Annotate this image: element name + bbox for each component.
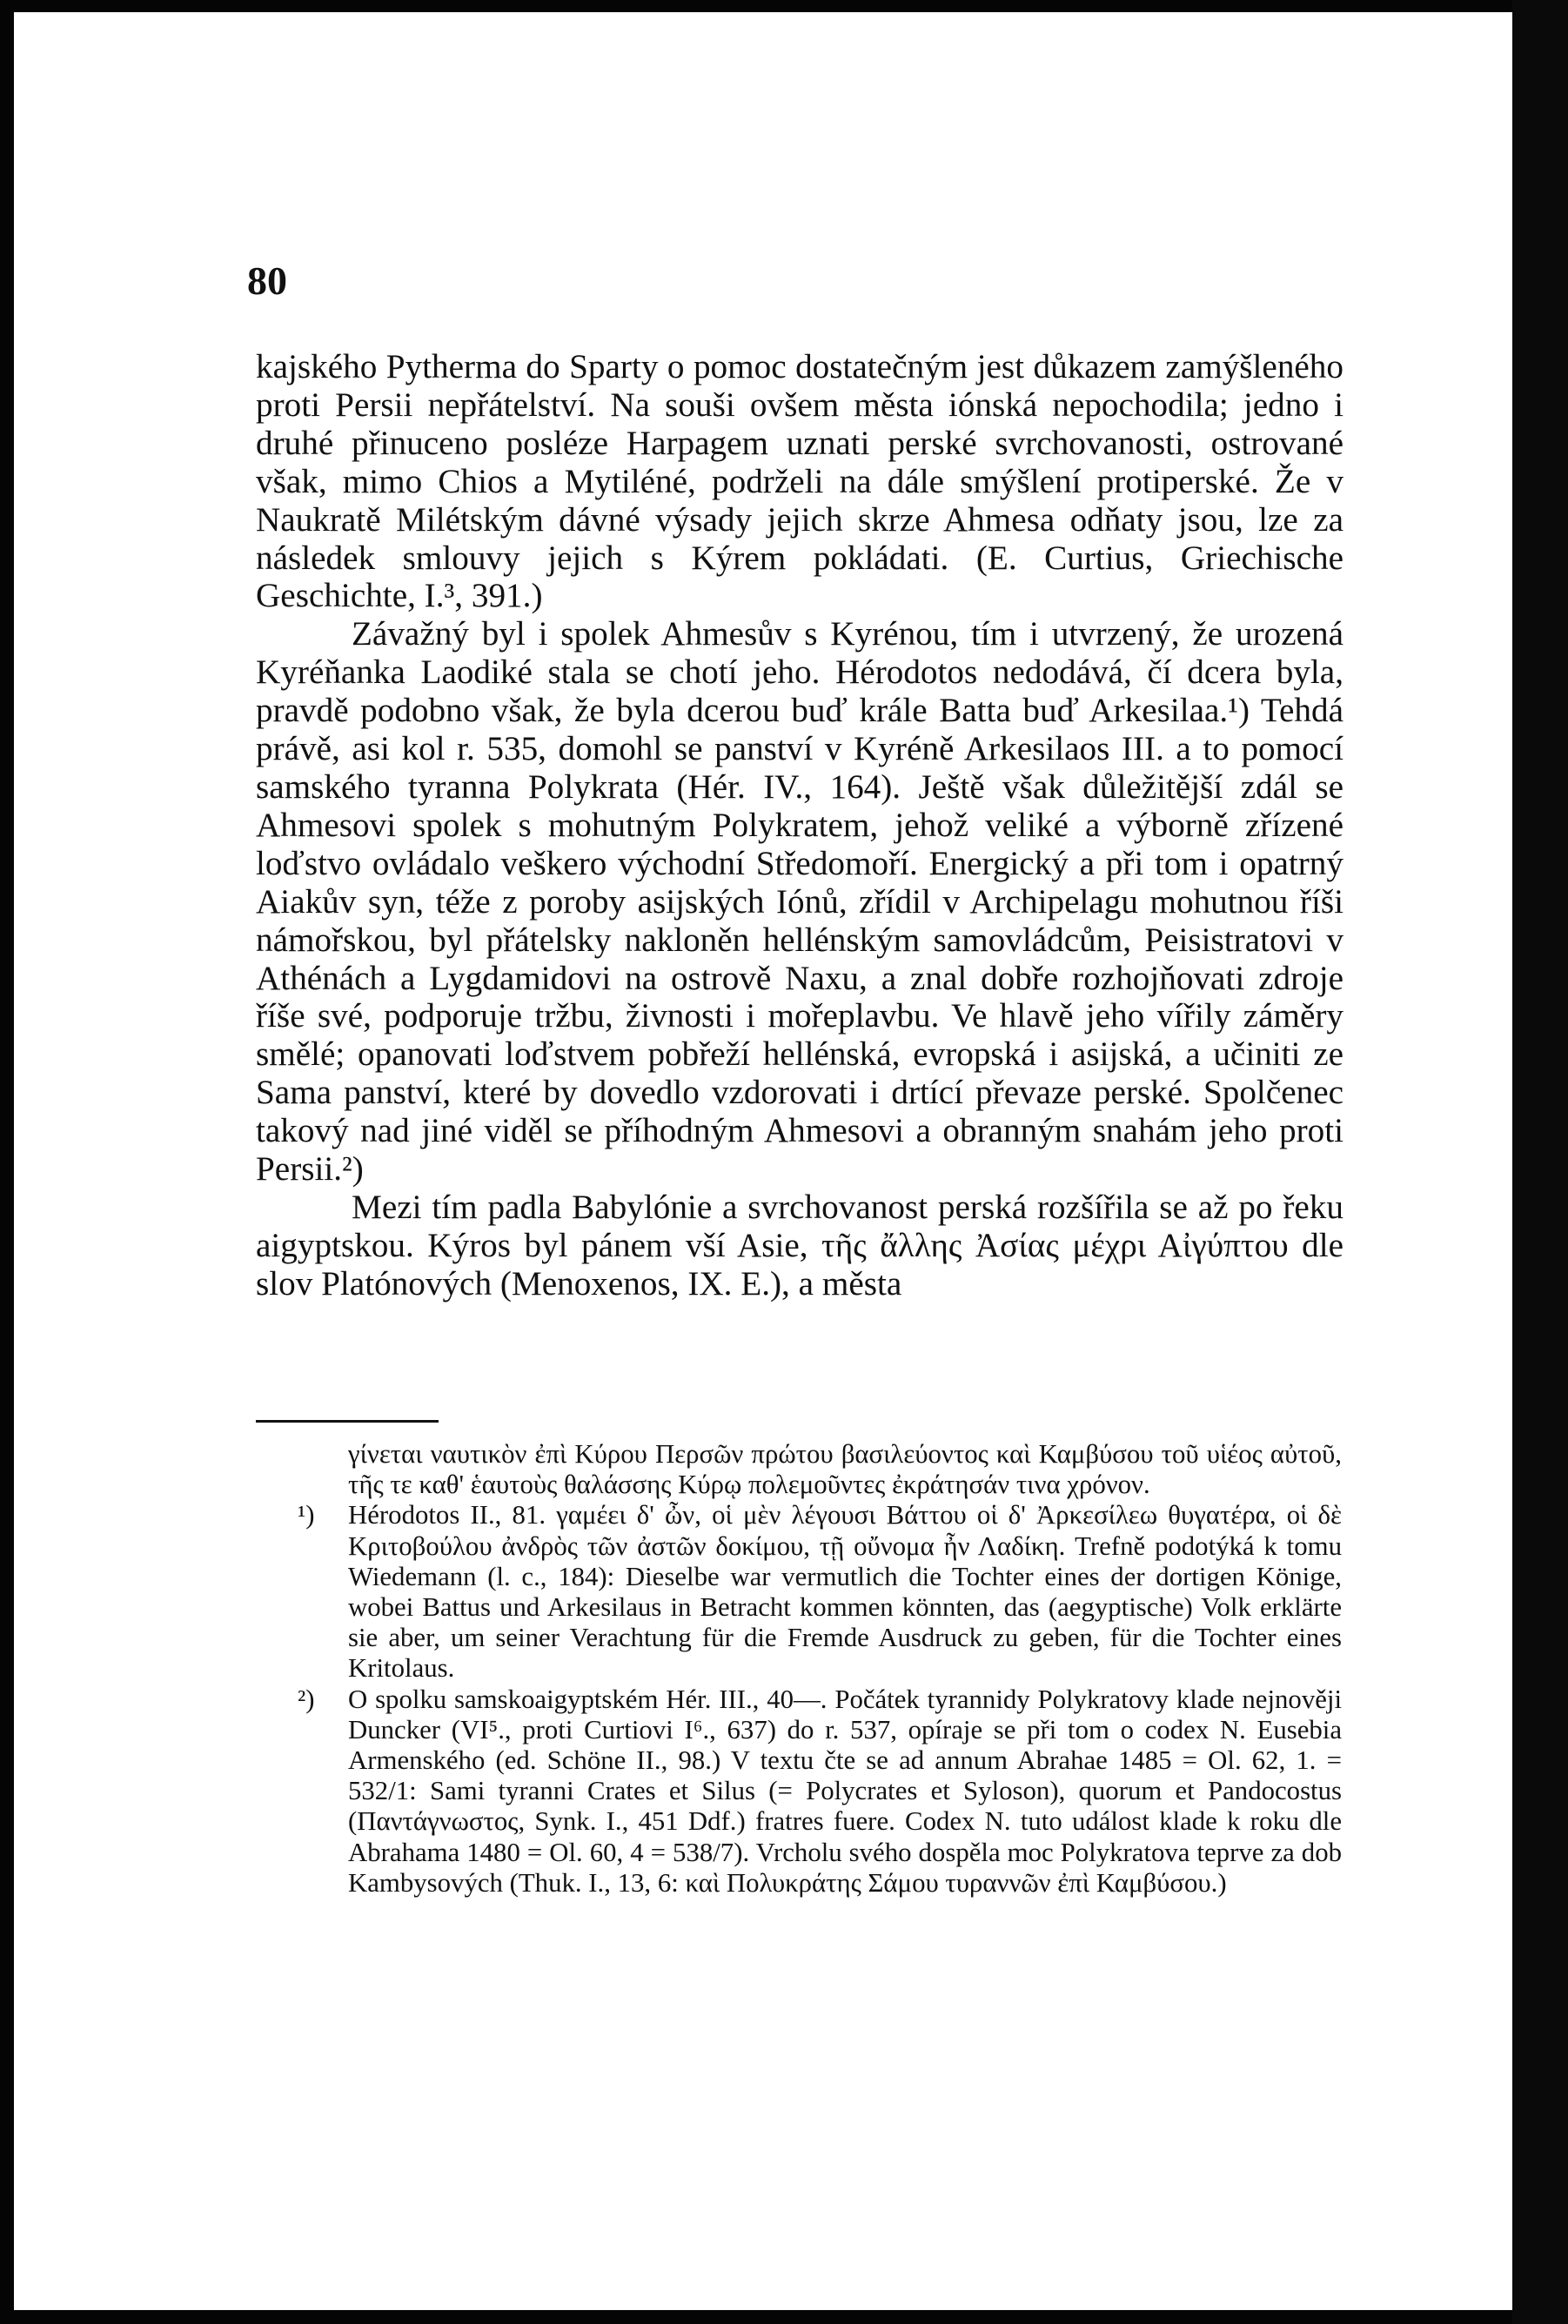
footnote-separator [256, 1420, 439, 1423]
paragraph-1: kajského Pytherma do Sparty o pomoc dostatečným jest důkazem zamýšleného proti Persii nepřátelství. Na souši ovšem města iónská nepochodila; jedno i druhé přinuceno posléze Harpagem uznati perské svrchovanosti, ostrované však, mimo Chios a Mytiléné, podrželi na dále smýšlení protiperské. Že v Naukratě Milétským dávné výsady jejich skrze Ahmesa odňaty jsou, lze za následek smlouvy jejich s Kýrem pokládati. (E. Curtius, Griechische Geschichte, I.³, 391.) [256, 348, 1344, 615]
footnote-2-mark: ²) [298, 1684, 315, 1714]
footnote-continuation [298, 1439, 1342, 1500]
footnote-1-mark: ¹) [298, 1500, 315, 1530]
footnote-1-text: Hérodotos II., 81. γαμέει δ' ὦν, οἱ μὲν λέγουσι Βάττου οἱ δ' Ἀρκεσίλεω θυγατέρα, οἱ δὲ Κριτοβούλου ἀνδρὸς τῶν ἀστῶν δοκίμου, τῇ οὔνομα ἦν Λαδίκη. Trefně podotýká k tomu Wiedemann (l. c., 184): Dieselbe war vermutlich die Tochter eines der dortigen Könige, wobei Battus und Arkesilaus in Betracht kommen könnten, das (aegyptische) Volk erklärte sie aber, um seiner Verachtung für die Fremde Ausdruck zu geben, für die Tochter eines Kritolaus. [348, 1500, 1342, 1684]
footnote-continuation-text: γίνεται ναυτικὸν ἐπὶ Κύρου Περσῶν πρώτου βασιλεύοντος καὶ Καμβύσου τοῦ υἱέος αὐτοῦ, τῆς τε καθ' ἑαυτοὺς θαλάσσης Κύρῳ πολεμοῦντες ἐκράτησάν τινα χρόνον. [348, 1439, 1342, 1500]
main-text [256, 348, 1344, 1303]
scan-border [1512, 0, 1568, 2324]
footnote-2 [298, 1684, 1342, 1899]
book-page [14, 12, 1512, 2310]
footnotes [298, 1439, 1342, 1899]
footnote-2-text: O spolku samskoaigyptském Hér. III., 40—. Počátek tyrannidy Polykratovy klade nejnověji Duncker (VI⁵., proti Curtiovi I⁶., 637) do r. 537, opíraje se při tom o codex N. Eusebia Armenského (ed. Schöne II., 98.) V textu čte se ad annum Abrahae 1485 = Ol. 62, 1. = 532/1: Sami tyranni Crates et Silus (= Polycrates et Syloson), quorum et Pandocostus (Παντάγνωστος, Synk. I., 451 Ddf.) fratres fuere. Codex N. tuto událost klade k roku dle Abrahama 1480 = Ol. 60, 4 = 538/7). Vrcholu svého dospěla moc Polykratova teprve za dob Kambysových (Thuk. I., 13, 6: καὶ Πολυκράτης Σάμου τυραννῶν ἐπὶ Καμβύσου.) [348, 1684, 1342, 1898]
paragraph-2: Závažný byl i spolek Ahmesův s Kyrénou, tím i utvrzený, že urozená Kyréňanka Laodiké stala se chotí jeho. Hérodotos nedodává, čí dcera byla, pravdě podobno však, že byla dcerou buď krále Batta buď Arkesilaa.¹) Tehdá právě, asi kol r. 535, domohl se panství v Kyréně Arkesilaos III. a to pomocí samského tyranna Polykrata (Hér. IV., 164). Ještě však důležitější zdál se Ahmesovi spolek s mohutným Polykratem, jehož veliké a výborně zřízené loďstvo ovládalo veškero východní Středomoří. Energický a při tom i opatrný Aiakův syn, téže z poroby asijských Iónů, zřídil v Archipelagu mohutnou říši námořskou, byl přátelsky nakloněn hellénským samovládcům, Peisistratovi v Athénách a Lygdamidovi na ostrově Naxu, a znal dobře rozhojňovati zdroje říše své, podporuje tržbu, živnosti i mořeplavbu. Ve hlavě jeho vířily záměry smělé; opanovati loďstvem pobřeží hellénská, evropská i asijská, a učiniti ze Sama panství, které by dovedlo vzdorovati i drtící převaze perské. Spolčenec takový nad jiné viděl se příhodným Ahmesovi a obranným snahám jeho proti Persii.²) [256, 615, 1344, 1189]
footnote-1 [298, 1500, 1342, 1684]
paragraph-3: Mezi tím padla Babylónie a svrchovanost perská rozšířila se až po řeku aigyptskou. Kýros byl pánem vší Asie, τῆς ἄλλης Ἀσίας μέχρι Αἰγύπτου dle slov Platónových (Menoxenos, IX. E.), a města [256, 1188, 1344, 1303]
page-number: 80 [247, 258, 287, 303]
